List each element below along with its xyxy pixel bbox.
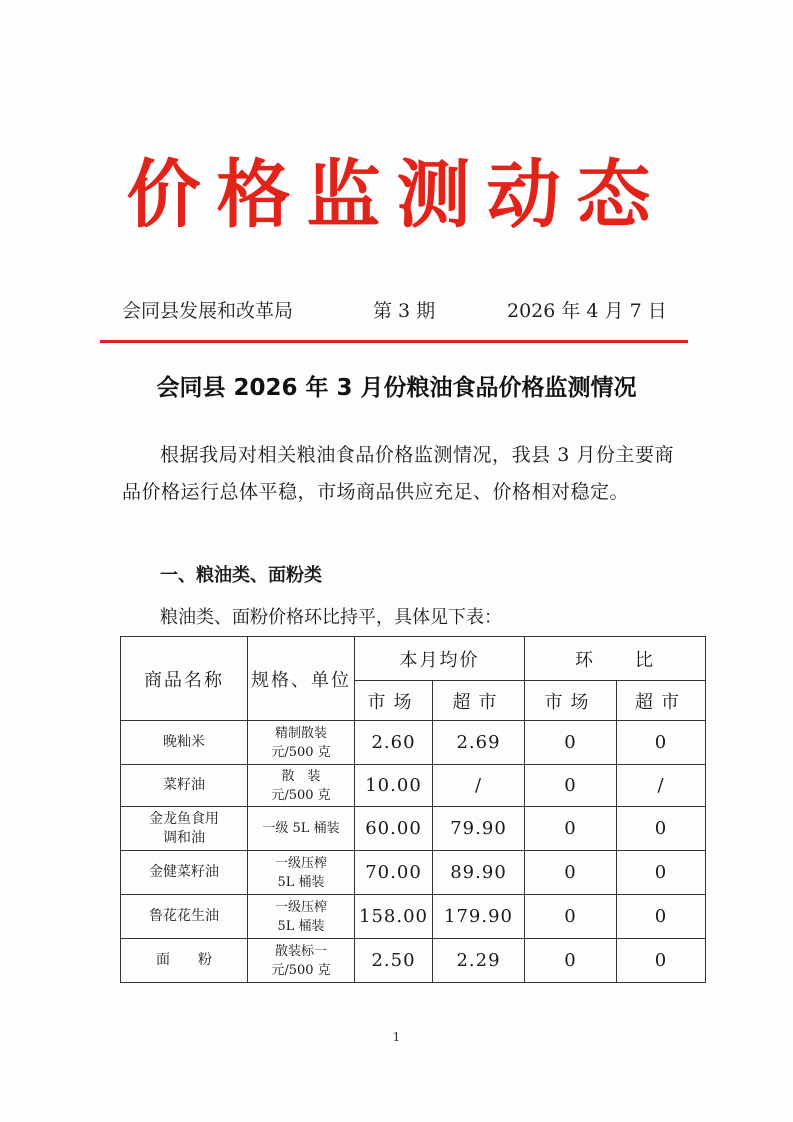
avg-market-cell: 70.00 [355,851,433,895]
spec-unit-cell: 散装标一 元/500 克 [248,939,355,983]
section-note: 粮油类、面粉价格环比持平，具体见下表： [160,607,502,628]
avg-supermarket-cell: 179.90 [433,895,525,939]
masthead-title: 价格监测动态 [126,152,667,238]
table-row [121,939,706,983]
section-heading: 一、粮油类、面粉类 [160,565,322,586]
header-mom-supermarket: 超市 [617,681,706,721]
issuing-organization: 会同县发展和改革局 [122,300,294,322]
avg-market-cell: 2.50 [355,939,433,983]
header-month-on-month: 环 比 [525,637,706,681]
avg-market-cell: 60.00 [355,807,433,851]
mom-market-cell: 0 [525,765,617,807]
product-name-cell: 金龙鱼食用 调和油 [121,807,248,851]
document-title: 会同县 2026 年 3 月份粮油食品价格监测情况 [156,375,637,401]
header-spec-unit: 规格、单位 [248,637,355,721]
header-mom-market: 市场 [525,681,617,721]
header-product-name: 商品名称 [121,637,248,721]
avg-market-cell: 10.00 [355,765,433,807]
price-table-body [121,721,706,983]
avg-market-cell: 2.60 [355,721,433,765]
avg-supermarket-cell: 79.90 [433,807,525,851]
mom-market-cell: 0 [525,851,617,895]
mom-supermarket-cell: 0 [617,807,706,851]
spec-unit-cell: 一级 5L 桶装 [248,807,355,851]
avg-supermarket-cell: / [433,765,525,807]
price-table [120,636,706,983]
page-number: 1 [392,1030,401,1044]
spec-unit-cell: 散 装 元/500 克 [248,765,355,807]
spec-unit-cell: 精制散装 元/500 克 [248,721,355,765]
avg-market-cell: 158.00 [355,895,433,939]
product-name-cell: 金健菜籽油 [121,851,248,895]
mom-supermarket-cell: 0 [617,851,706,895]
header-divider [100,340,688,343]
mom-market-cell: 0 [525,721,617,765]
avg-supermarket-cell: 89.90 [433,851,525,895]
mom-market-cell: 0 [525,939,617,983]
intro-paragraph: 根据我局对相关粮油食品价格监测情况，我县 3 月份主要商品价格运行总体平稳，市场商品供应充足、价格相对稳定。 [122,444,674,503]
table-row [121,851,706,895]
product-name-cell: 鲁花花生油 [121,895,248,939]
header-avg-supermarket: 超市 [433,681,525,721]
header-avg-market: 市场 [355,681,433,721]
avg-supermarket-cell: 2.69 [433,721,525,765]
table-row [121,721,706,765]
table-row [121,765,706,807]
avg-supermarket-cell: 2.29 [433,939,525,983]
spec-unit-cell: 一级压榨 5L 桶装 [248,851,355,895]
product-name-cell: 晚籼米 [121,721,248,765]
table-row [121,807,706,851]
product-name-cell: 面 粉 [121,939,248,983]
mom-supermarket-cell: 0 [617,895,706,939]
spec-unit-cell: 一级压榨 5L 桶装 [248,895,355,939]
issue-date: 2026 年 4 月 7 日 [507,300,667,322]
mom-supermarket-cell: 0 [617,939,706,983]
header-monthly-average: 本月均价 [355,637,525,681]
mom-market-cell: 0 [525,807,617,851]
mom-market-cell: 0 [525,895,617,939]
mom-supermarket-cell: / [617,765,706,807]
product-name-cell: 菜籽油 [121,765,248,807]
mom-supermarket-cell: 0 [617,721,706,765]
issue-number: 第 3 期 [373,300,436,322]
table-row [121,895,706,939]
